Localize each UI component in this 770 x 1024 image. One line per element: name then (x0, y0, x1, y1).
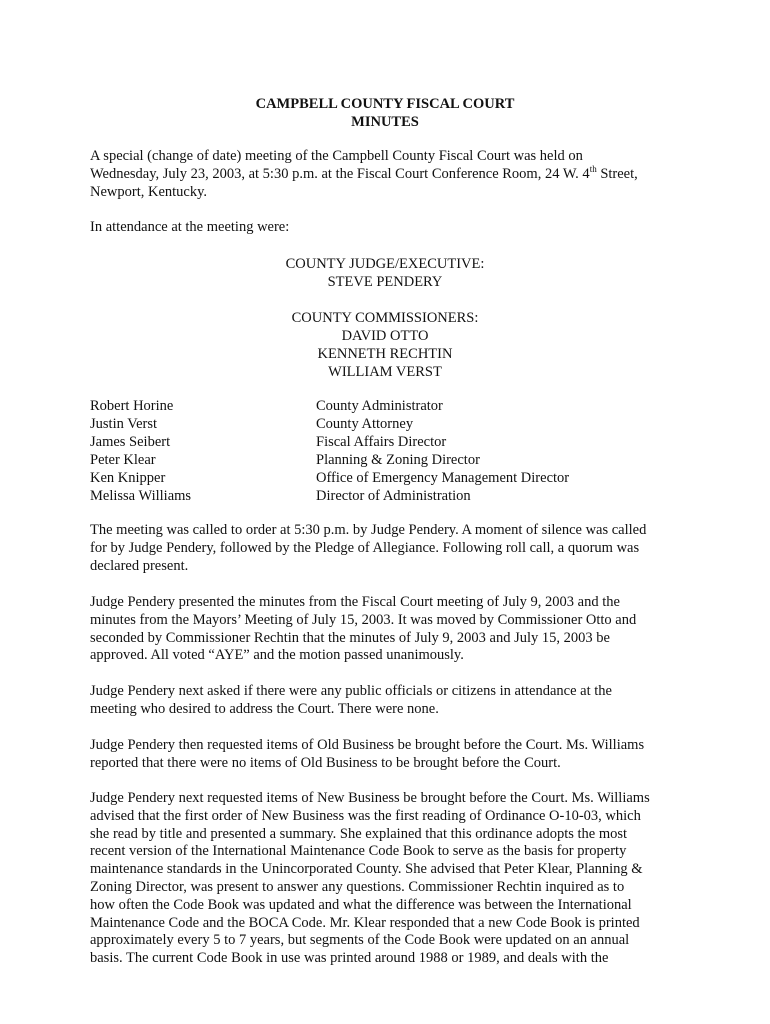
paragraph-line: reported that there were no items of Old Business to be brought before the Court. (90, 754, 561, 771)
staff-title: Planning & Zoning Director (316, 452, 480, 468)
intro-paragraph (90, 148, 690, 201)
document-title: CAMPBELL COUNTY FISCAL COURT (255, 96, 515, 112)
paragraph-line: approximately every 5 to 7 years, but segments of the Code Book were updated on an annual (90, 932, 630, 949)
staff-row (90, 397, 690, 415)
commissioner-name: KENNETH RECHTIN (317, 346, 453, 362)
paragraph-line: Maintenance Code and the BOCA Code. Mr. Klear responded that a new Code Book is printed (90, 914, 640, 931)
staff-title: County Attorney (316, 416, 414, 432)
ordinal-suffix: th (589, 163, 597, 174)
paragraph-line: seconded by Commissioner Rechtin that the minutes of July 9, 2003 and July 15, 2003 be (90, 629, 610, 646)
paragraph-line: meeting who desired to address the Court. There were none. (90, 700, 439, 717)
staff-name: Ken Knipper (90, 470, 166, 486)
paragraph-line: Judge Pendery next asked if there were any public officials or citizens in attendance at the (90, 683, 612, 699)
staff-name: James Seibert (90, 434, 171, 450)
staff-name: Peter Klear (90, 452, 156, 468)
attendance-intro: In attendance at the meeting were: (90, 219, 290, 235)
paragraph-line: she read by title and presented a summary. She explained that this ordinance adopts the most (90, 825, 628, 842)
minutes-approval-paragraph (90, 594, 690, 665)
staff-row (90, 451, 690, 469)
paragraph-line: maintenance standards in the Unincorporated County. She advised that Peter Klear, Planning & (90, 861, 643, 878)
commissioner-name: WILLIAM VERST (328, 364, 442, 380)
commissioners-heading: COUNTY COMMISSIONERS: (291, 310, 479, 326)
intro-text: Street, (596, 165, 638, 182)
intro-line: A special (change of date) meeting of the Campbell County Fiscal Court was held on (90, 148, 583, 164)
staff-row (90, 487, 690, 505)
intro-text: Wednesday, July 23, 2003, at 5:30 p.m. at the Fiscal Court Conference Room, 24 W. 4 (90, 165, 590, 182)
paragraph-line: how often the Code Book was updated and what the difference was between the International (90, 896, 632, 913)
judge-name: STEVE PENDERY (327, 274, 443, 290)
staff-row (90, 433, 690, 451)
paragraph-line: The meeting was called to order at 5:30 p.m. by Judge Pendery. A moment of silence was called (90, 522, 647, 538)
commissioner-name: DAVID OTTO (341, 328, 429, 344)
public-comments-paragraph (90, 683, 690, 719)
paragraph-line: for by Judge Pendery, followed by the Pledge of Allegiance. Following roll call, a quorum was (90, 539, 640, 556)
paragraph-line: Judge Pendery then requested items of Old Business be brought before the Court. Ms. Williams (90, 737, 645, 753)
staff-row (90, 415, 690, 433)
paragraph-line: minutes from the Mayors’ Meeting of July 15, 2003. It was moved by Commissioner Otto and (90, 611, 637, 628)
staff-row (90, 469, 690, 487)
intro-line: Newport, Kentucky. (90, 183, 208, 200)
staff-name: Justin Verst (90, 416, 158, 432)
paragraph-line: Judge Pendery presented the minutes from the Fiscal Court meeting of July 9, 2003 and the (90, 594, 620, 610)
intro-line (90, 163, 690, 184)
staff-list (90, 397, 690, 505)
paragraph-line: approved. All voted “AYE” and the motion passed unanimously. (90, 647, 464, 664)
judge-heading: COUNTY JUDGE/EXECUTIVE: (285, 256, 485, 272)
paragraph-line: declared present. (90, 557, 189, 574)
paragraph-line: Zoning Director, was present to answer any questions. Commissioner Rechtin inquired as to (90, 878, 625, 895)
paragraph-line: recent version of the International Maintenance Code Book to serve as the basis for property (90, 843, 627, 860)
paragraph-line: basis. The current Code Book in use was printed around 1988 or 1989, and deals with the (90, 950, 609, 967)
staff-title: County Administrator (316, 398, 443, 414)
new-business-paragraph (90, 790, 690, 968)
staff-title: Director of Administration (316, 488, 471, 504)
paragraph-line: Judge Pendery next requested items of New Business be brought before the Court. Ms. Williams (90, 790, 650, 806)
call-to-order-paragraph (90, 522, 690, 575)
paragraph-line: advised that the first order of New Business was the first reading of Ordinance O-10-03, which (90, 807, 641, 824)
old-business-paragraph (90, 737, 690, 773)
document-subtitle: MINUTES (351, 114, 419, 130)
staff-name: Melissa Williams (90, 488, 192, 504)
staff-title: Fiscal Affairs Director (316, 434, 447, 450)
staff-title: Office of Emergency Management Director (316, 470, 570, 486)
staff-name: Robert Horine (90, 398, 174, 414)
